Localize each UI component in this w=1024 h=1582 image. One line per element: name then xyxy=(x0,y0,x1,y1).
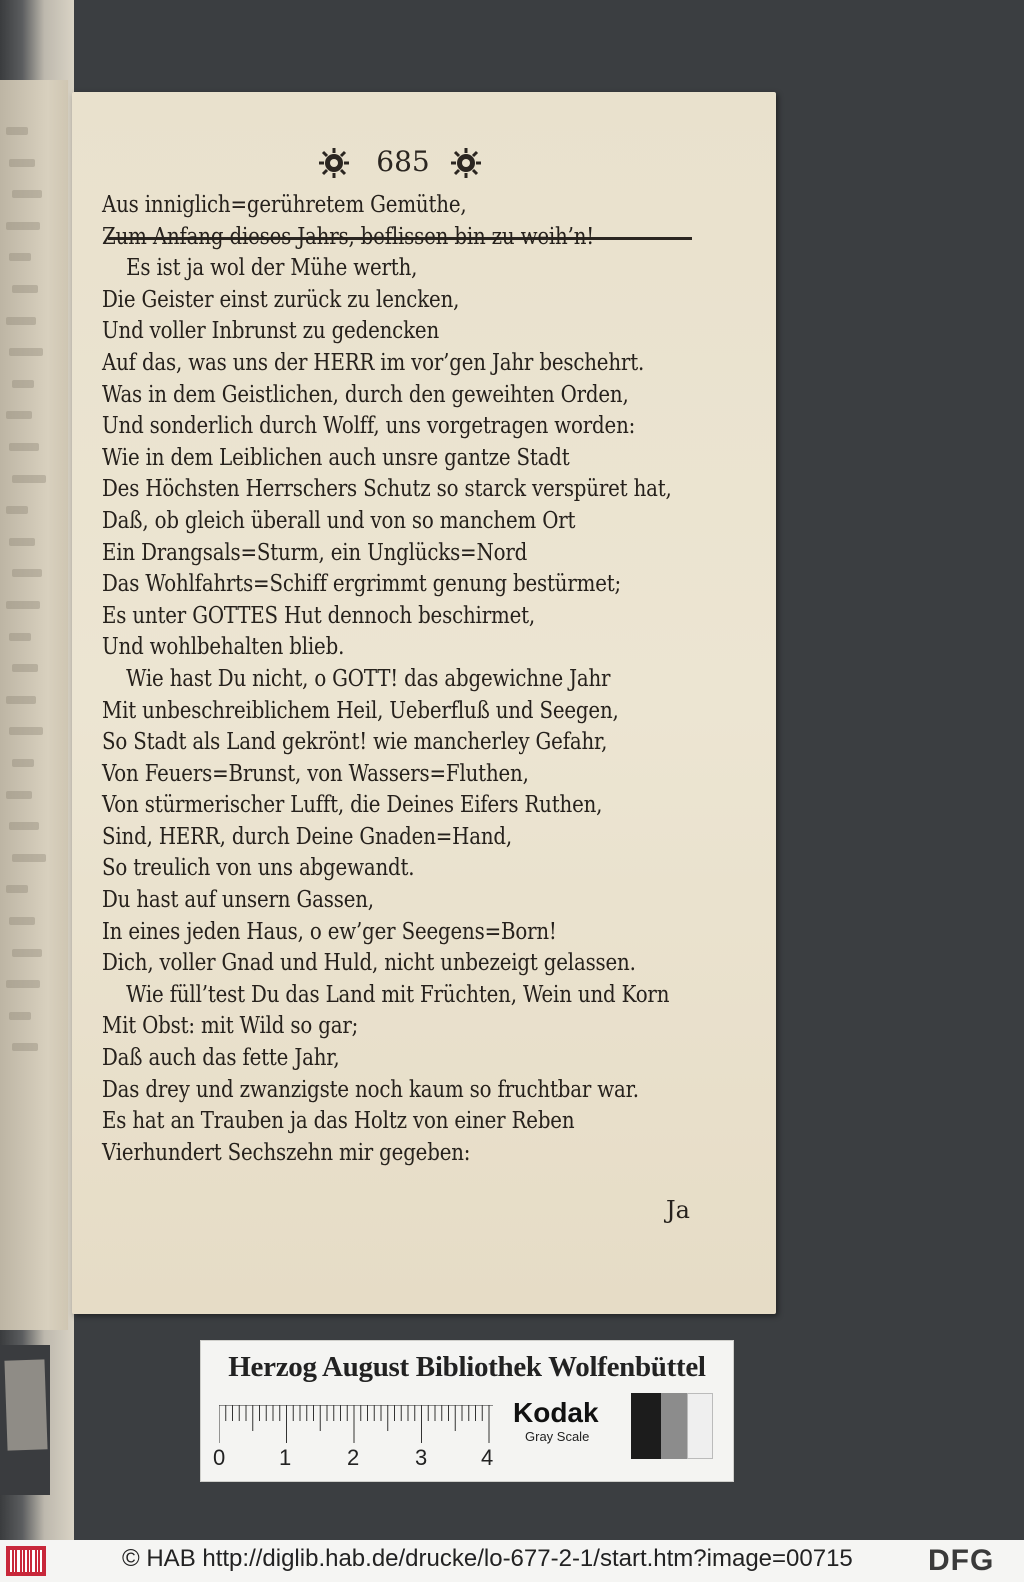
ghost-text-fragment xyxy=(2,187,42,201)
gray-swatch-mid xyxy=(661,1393,687,1459)
text-line: Daß, ob gleich überall und von so manchem Ort xyxy=(102,507,576,534)
text-line: Es ist ja wol der Mühe werth, xyxy=(126,255,418,282)
ghost-text-fragment xyxy=(2,946,42,960)
text-line: Das drey und zwanzigste noch kaum so fruchtbar war. xyxy=(102,1076,639,1103)
ghost-text-fragment xyxy=(2,124,42,138)
text-line: Mit unbeschreiblichem Heil, Ueberfluß und Seegen, xyxy=(102,697,619,724)
ghost-text-fragment xyxy=(2,977,42,991)
text-line: Mit Obst: mit Wild so gar; xyxy=(102,1013,359,1040)
library-color-card xyxy=(200,1340,734,1482)
previous-page-edge xyxy=(0,80,68,1330)
ghost-text-fragment xyxy=(2,250,42,264)
ghost-text-fragment xyxy=(2,756,42,770)
ghost-text-fragment xyxy=(2,1009,42,1023)
ghost-text-fragment xyxy=(2,1040,42,1054)
ruler-number: 1 xyxy=(279,1445,292,1470)
ghost-text-fragment xyxy=(2,219,42,233)
text-line: Und voller Inbrunst zu gedencken xyxy=(102,318,440,345)
text-line: Wie in dem Leiblichen auch unsre gantze Stadt xyxy=(102,444,570,471)
ghost-text-fragment xyxy=(2,472,42,486)
ghost-text-fragment xyxy=(2,882,42,896)
ghost-text-fragment xyxy=(2,440,42,454)
ruler-numbers xyxy=(213,1445,513,1475)
ghost-text-fragment xyxy=(2,314,42,328)
ghost-text-fragment xyxy=(2,851,42,865)
text-line: Und wohlbehalten blieb. xyxy=(102,634,345,661)
kodak-brand: Kodak xyxy=(513,1397,599,1428)
ghost-text-fragment xyxy=(2,566,42,580)
ruler-number: 3 xyxy=(415,1445,428,1470)
text-line: Ein Drangsals=Sturm, ein Unglücks=Nord xyxy=(102,539,528,566)
ghost-text-fragment xyxy=(2,661,42,675)
text-line: Wie füll’test Du das Land mit Früchten, Wein und Korn xyxy=(126,981,670,1008)
book-page xyxy=(72,92,776,1314)
text-line: Sind, HERR, durch Deine Gnaden=Hand, xyxy=(102,823,513,850)
ghost-text-fragment xyxy=(2,788,42,802)
ghost-text-fragment xyxy=(2,819,42,833)
footer-url[interactable]: © HAB http://diglib.hab.de/drucke/lo-677-2-1/start.htm?image=00715 xyxy=(122,1545,853,1572)
ghost-text-fragment xyxy=(2,693,42,707)
text-line: Aus inniglich=gerühretem Gemüthe, xyxy=(102,192,467,218)
footer-bar xyxy=(0,1540,1024,1582)
text-line: Die Geister einst zurück zu lencken, xyxy=(102,286,460,313)
shelf-label xyxy=(4,1359,47,1450)
text-line: Von stürmerischer Lufft, die Deines Eifers Ruthen, xyxy=(102,792,603,819)
text-line: So Stadt als Land gekrönt! wie mancherley Gefahr, xyxy=(102,729,608,756)
ruler-number: 4 xyxy=(481,1445,494,1470)
text-line: Daß auch das fette Jahr, xyxy=(102,1045,340,1072)
text-line: So treulich von uns abgewandt. xyxy=(102,855,415,882)
ghost-text-fragment xyxy=(2,724,42,738)
ghost-text-fragment xyxy=(2,377,42,391)
gray-swatch-white xyxy=(687,1393,713,1459)
ghost-text-fragment xyxy=(2,598,42,612)
ruler-number: 2 xyxy=(347,1445,360,1470)
text-line: Das Wohlfahrts=Schiff ergrimmt genung bestürmet; xyxy=(102,571,622,598)
ghost-text-fragment xyxy=(2,345,42,359)
ghost-text-fragment xyxy=(2,535,42,549)
gray-scale-label: Gray Scale xyxy=(525,1429,590,1444)
text-line: Du hast auf unsern Gassen, xyxy=(102,887,374,914)
text-line: Was in dem Geistlichen, durch den geweihten Orden, xyxy=(102,381,629,408)
text-line: Vierhundert Sechszehn mir gegeben: xyxy=(102,1139,471,1166)
page-header xyxy=(72,147,776,187)
catchword: Ja xyxy=(666,1196,690,1224)
text-line: Und sonderlich durch Wolff, uns vorgetragen worden: xyxy=(102,413,636,440)
text-line: In eines jeden Haus, o ew’ger Seegens=Born! xyxy=(102,918,557,945)
ghost-text-fragment xyxy=(2,503,42,517)
ghost-text-fragment xyxy=(2,156,42,170)
ruler-scale xyxy=(219,1405,493,1445)
text-line: Wie hast Du nicht, o GOTT! das abgewichne Jahr xyxy=(126,665,611,692)
text-line: Dich, voller Gnad und Huld, nicht unbezeigt gelassen. xyxy=(102,950,636,977)
ghost-text-fragment xyxy=(2,408,42,422)
ghost-text-fragment xyxy=(2,282,42,296)
dfg-logo: DFG xyxy=(928,1544,995,1577)
text-line: Des Höchsten Herrschers Schutz so starck verspüret hat, xyxy=(102,476,672,503)
hab-barcode-logo-icon xyxy=(6,1546,46,1576)
ruler-number: 0 xyxy=(213,1445,226,1470)
ornament-left-icon xyxy=(318,147,350,179)
text-line: Auf das, was uns der HERR im vor’gen Jahr beschehrt. xyxy=(102,349,645,376)
gray-swatch-black xyxy=(631,1393,661,1459)
text-line: Zum Anfang dieses Jahrs, beflissen bin zu weih’n! xyxy=(102,223,595,250)
page-number: 685 xyxy=(376,145,430,178)
text-line: Von Feuers=Brunst, von Wassers=Fluthen, xyxy=(102,760,529,787)
library-name: Herzog August Bibliothek Wolfenbüttel xyxy=(228,1351,706,1383)
ghost-text-fragment xyxy=(2,630,42,644)
poem-text xyxy=(102,190,742,1169)
text-line: Es unter GOTTES Hut dennoch beschirmet, xyxy=(102,602,535,629)
text-line: Es hat an Trauben ja das Holtz von einer Reben xyxy=(102,1108,575,1135)
ornament-right-icon xyxy=(450,147,482,179)
ghost-text-fragment xyxy=(2,914,42,928)
